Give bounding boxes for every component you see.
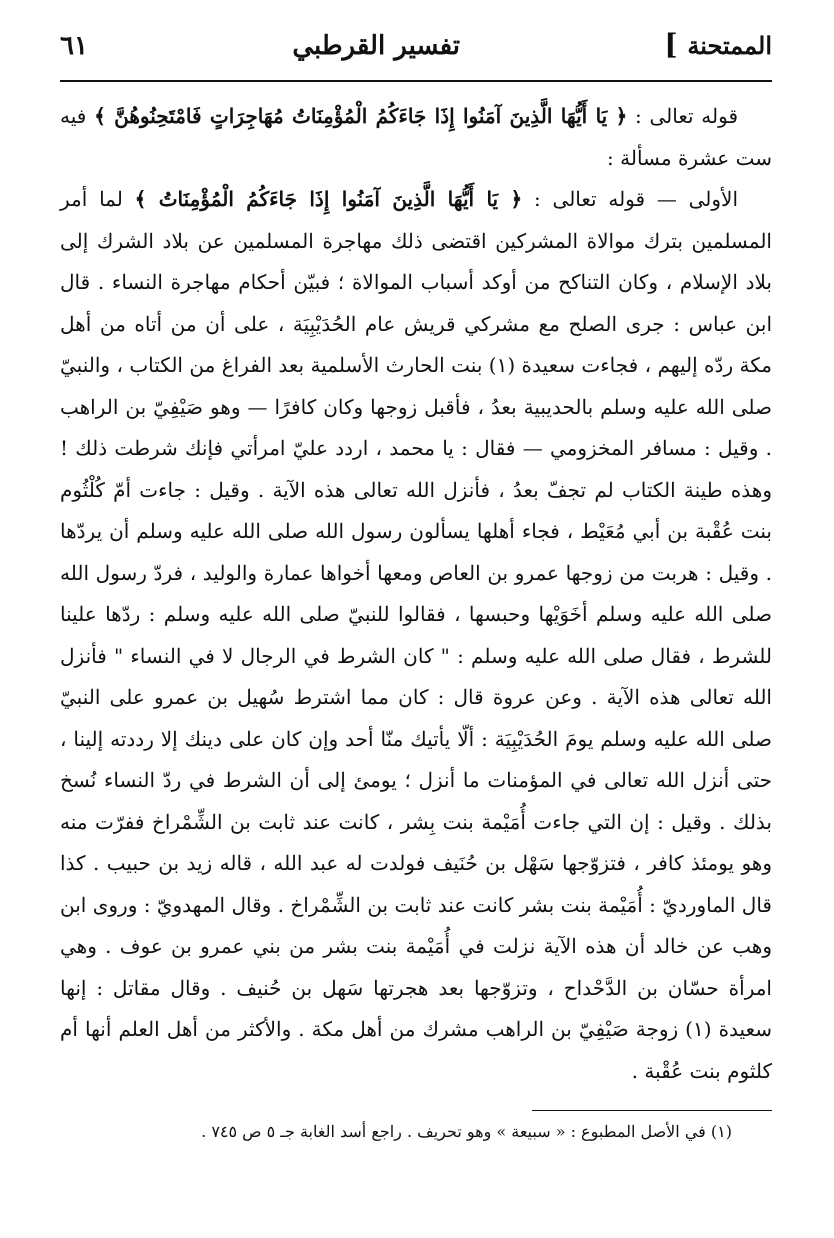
footnote-rule — [532, 1110, 772, 1111]
first-issue-lead: الأولى — قوله تعالى : — [534, 187, 739, 211]
running-head — [60, 28, 772, 80]
book-title: تفسير القرطبي — [292, 31, 461, 61]
intro-paragraph — [60, 96, 772, 179]
main-text — [60, 96, 772, 1092]
header-rule — [60, 80, 772, 82]
quran-verse: ﴿ يَا أَيُّهَا الَّذِينَ آمَنُوا إِذَا جَاءَكُمُ الْمُؤْمِنَاتُ مُهَاجِرَاتٍ فَامْتَحِنُوهُنَّ ﴾ — [94, 104, 628, 128]
quran-verse-short: ﴿ يَا أَيُّهَا الَّذِينَ آمَنُوا إِذَا جَاءَكُمُ الْمُؤْمِنَاتُ ﴾ — [134, 187, 523, 211]
footnote: (١) في الأصل المطبوع : « سبيعة » وهو تحريف . راجع أسد الغابة جـ ٥ ص ٧٤٥ . — [201, 1122, 732, 1141]
page-number: ٦١ — [60, 31, 88, 61]
first-issue-paragraph — [60, 179, 772, 1092]
intro-lead: قوله تعالى : — [635, 104, 739, 128]
intro-tail: فيه ست عشرة مسألة : — [60, 104, 772, 170]
sura-block — [664, 28, 772, 61]
first-issue-body: لما أمر المسلمين بترك موالاة المشركين اقتضى ذلك مهاجرة المسلمين عن بلاد الشرك إلى بلاد الإسلام ، وكان التناكح من أوكد أسباب الموالاة ؛ فبيّن أحكام مهاجرة النساء . قال ابن عباس : جرى الصلح مع مشركي قريش عام الحُدَيْبِيَة ، على أن من أتاه من أهل مكة ردّه إليهم ، فجاءت سعيدة (١) بنت الحارث الأسلمية بعد الفراغ من الكتاب ، والنبيّ صلى الله عليه وسلم بالحديبية بعدُ ، فأقبل زوجها وكان كافرًا — وهو صَيْفِيّ بن الراهب . وقيل : مسافر المخزومي — فقال : يا محمد ، اردد عليّ امرأتي فإنك شرطت ذلك ! وهذه طينة الكتاب لم تجفّ بعدُ ، فأنزل الله تعالى هذه الآية . وقيل : جاءت أمّ كُلْثُوم بنت عُقْبة بن أبي مُعَيْط ، فجاء أهلها يسألون رسول الله صلى الله عليه وسلم أن يردّها . وقيل : هربت من زوجها عمرو بن العاص ومعها أخواها عمارة والوليد ، فردّ رسول الله صلى الله عليه وسلم أخَوَيْها وحبسها ، فقالوا للنبيّ صلى الله عليه وسلم : ردّها علينا للشرط ، فقال صلى الله عليه وسلم : " كان الشرط في الرجال لا في النساء " فأنزل الله تعالى هذه الآية . وعن عروة قال : كان مما اشترط سُهيل بن عمرو على النبيّ صلى الله عليه وسلم يومَ الحُدَيْبِيَة : ألّا يأتيك منّا أحد وإن كان على دينك إلا رددته إلينا ، حتى أنزل الله تعالى في المؤمنات ما أنزل ؛ يومئ إلى أن الشرط في ردّ النساء نُسخ بذلك . وقيل : إن التي جاءت أُمَيْمة بنت بِشر ، كانت عند ثابت بن الشِّمْراخ ففرّت منه وهو يومئذ كافر ، فتزوّجها سَهْل بن حُنَيف فولدت له عبد الله ، قاله زيد بن حبيب . كذا قال الماورديّ : أُمَيْمة بنت بشر كانت عند ثابت بن الشِّمْراخ . وقال المهدويّ : وروى ابن وهب عن خالد أن هذه الآية نزلت في أُمَيْمة بنت بشر من بني عمرو بن عوف . وهي امرأة حسّان بن الدَّحْداح ، وتزوّجها بعد هجرتها سَهل بن حُنيف . وقال مقاتل : إنها سعيدة (١) زوجة صَيْفِيّ بن الراهب مشرك من أهل مكة . والأكثر من أهل العلم أنها أم كلثوم بنت عُقْبة . — [60, 187, 773, 1083]
header-bracket: ] — [664, 28, 678, 61]
sura-name: الممتحنة — [687, 31, 772, 60]
